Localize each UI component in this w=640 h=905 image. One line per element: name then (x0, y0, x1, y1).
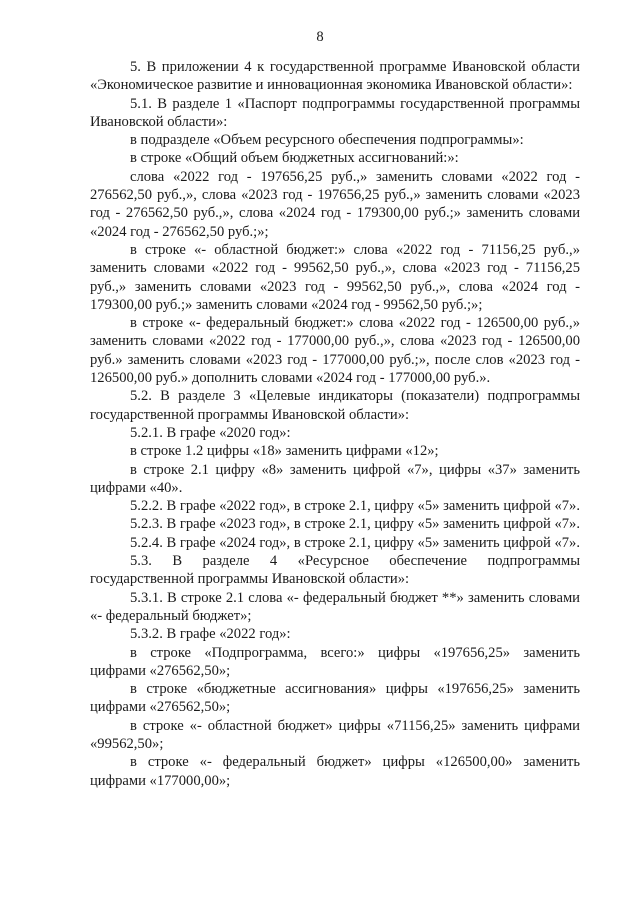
paragraph: в строке 2.1 цифру «8» заменить цифрой «7», цифры «37» заменить цифрами «40». (90, 461, 580, 496)
paragraph: в строке «- областной бюджет:» слова «2022 год - 71156,25 руб.,» заменить словами «2022 год - 99562,50 руб.,», слова «2023 год - 71156,25 руб.,» заменить словами «2023 год - 99562,50 руб.,», слова «2024 год - 179300,00 руб.;» заменить словами «2024 год - 99562,50 руб.;»; (90, 241, 580, 313)
paragraph: в подразделе «Объем ресурсного обеспечения подпрограммы»: (130, 132, 524, 149)
paragraph: 5.2.1. В графе «2020 год»: (130, 424, 291, 441)
document-body (90, 58, 580, 790)
paragraph: в строке «- федеральный бюджет:» слова «2022 год - 126500,00 руб.,» заменить словами «2022 год - 177000,00 руб.,», слова «2023 год - 126500,00 руб.» заменить словами «2023 год - 177000,00 руб.;», после слов «2023 год - 126500,00 руб.» дополнить словами «2024 год - 177000,00 руб.». (90, 315, 580, 387)
paragraph: 5.3.2. В графе «2022 год»: (130, 626, 291, 643)
paragraph: 5.2. В разделе 3 «Целевые индикаторы (показатели) подпрограммы государственной программы Ивановской области»: (90, 388, 580, 423)
paragraph: в строке «- федеральный бюджет» цифры «126500,00» заменить цифрами «177000,00»; (90, 754, 580, 789)
paragraph: 5.1. В разделе 1 «Паспорт подпрограммы государственной программы Ивановской области»: (90, 95, 580, 130)
paragraph: слова «2022 год - 197656,25 руб.,» заменить словами «2022 год - 276562,50 руб.,», слова «2023 год - 197656,25 руб.,» заменить словами «2023 год - 276562,50 руб.,», слова «2024 год - 179300,00 руб.;» заменить словами «2024 год - 276562,50 руб.;»; (90, 168, 580, 240)
paragraph: в строке «- областной бюджет» цифры «71156,25» заменить цифрами «99562,50»; (90, 717, 580, 752)
page-number: 8 (316, 29, 324, 45)
paragraph: в строке «Общий объем бюджетных ассигнований:»: (130, 150, 459, 167)
paragraph: 5.2.3. В графе «2023 год», в строке 2.1, цифру «5» заменить цифрой «7». (130, 516, 581, 533)
paragraph: 5.2.2. В графе «2022 год», в строке 2.1, цифру «5» заменить цифрой «7». (130, 498, 581, 515)
paragraph: в строке «бюджетные ассигнования» цифры «197656,25» заменить цифрами «276562,50»; (90, 681, 580, 716)
paragraph: 5.2.4. В графе «2024 год», в строке 2.1, цифру «5» заменить цифрой «7». (130, 534, 581, 551)
paragraph: 5. В приложении 4 к государственной программе Ивановской области «Экономическое развитие и инновационная экономика Ивановской области»: (90, 59, 580, 94)
paragraph: 5.3. В разделе 4 «Ресурсное обеспечение подпрограммы государственной программы Ивановской области»: (90, 553, 580, 588)
paragraph: 5.3.1. В строке 2.1 слова «- федеральный бюджет **» заменить словами «- федеральный бюджет»; (90, 589, 580, 624)
paragraph: в строке «Подпрограмма, всего:» цифры «197656,25» заменить цифрами «276562,50»; (90, 644, 580, 679)
paragraph: в строке 1.2 цифры «18» заменить цифрами «12»; (130, 443, 439, 460)
